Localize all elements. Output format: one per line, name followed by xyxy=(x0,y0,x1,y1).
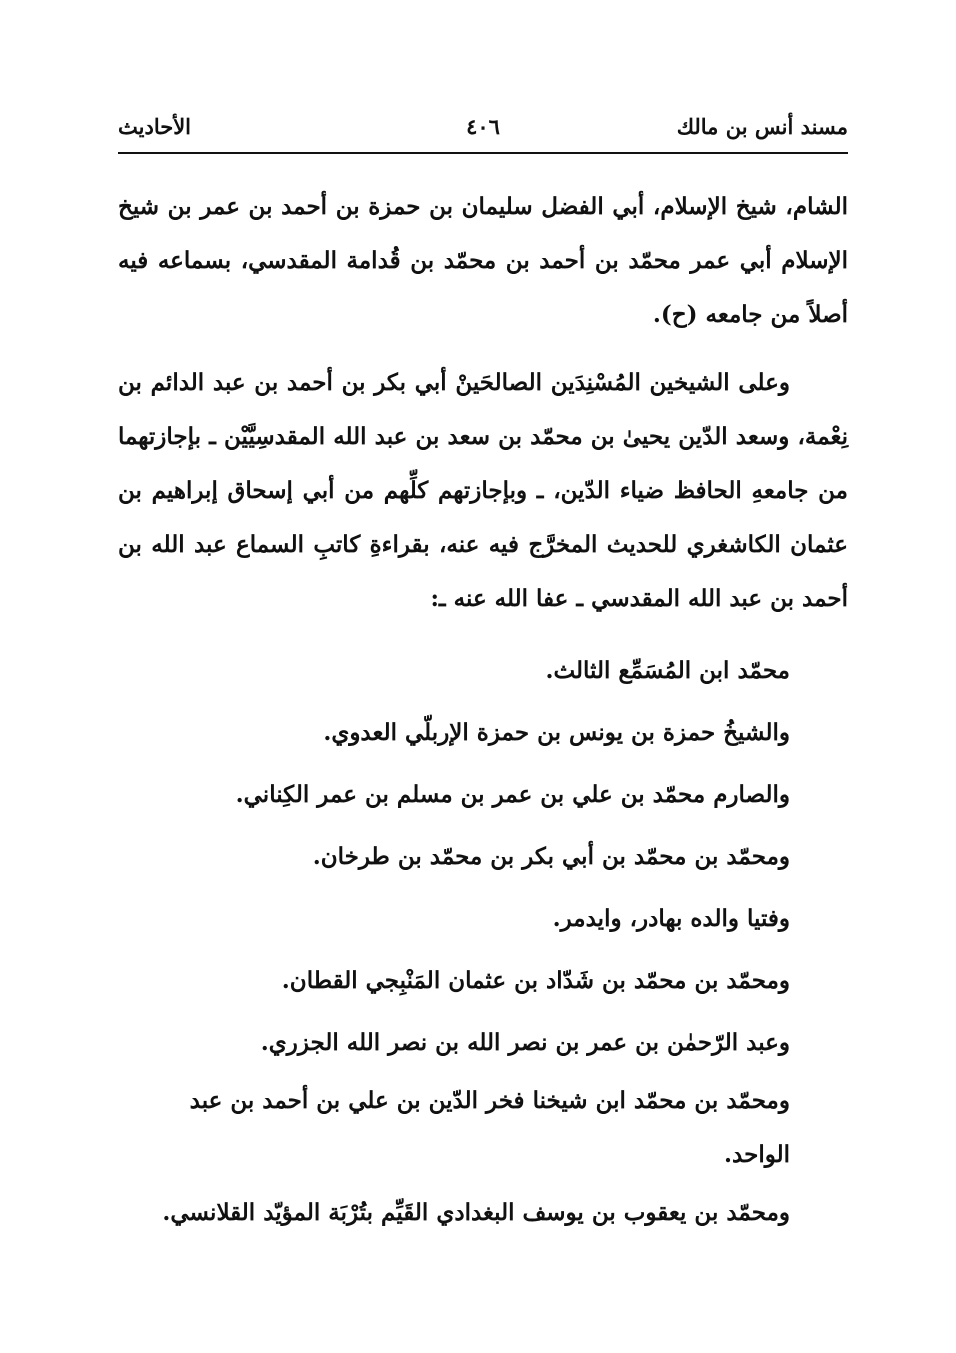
list-item: محمّد ابن المُسَمِّع الثالث. xyxy=(545,657,790,684)
header-rule xyxy=(118,152,848,154)
section-title: الأحاديث xyxy=(118,114,192,139)
page-header xyxy=(118,114,848,154)
list-item: وفتيا والده بهادر، وايدمر. xyxy=(552,905,790,932)
page-body xyxy=(118,180,848,1244)
paragraph-2: وعلى الشيخين المُسْنِدَين الصالحَينْ أبي بكر بن أحمد بن عبد الدائم بن نِعْمة، وسعد الدّين يحيىٰ بن محمّد بن سعد بن عبد الله المقدسِيَّيْن ـ بإجازتهما من جامعهِ الحافظ ضياء الدّين، ـ وبإجازتهم كلِّهم من أبي إسحاق إبراهيم بن عثمان الكاشغري للحديث المخرَّج فيه عنه، بقراءةِ كاتبِ السماع عبد الله بن أحمد بن عبد الله المقدسي ـ عفا الله عنه ـ: xyxy=(118,369,848,612)
list-item: والشيخُ حمزة بن يونس بن حمزة الإربلّي العدوي. xyxy=(323,719,790,746)
book-title: مسند أنس بن مالك xyxy=(676,114,848,139)
list-item: ومحمّد بن محمّد بن شَدّاد بن عثمان المَنْبِجي القطان. xyxy=(281,967,790,994)
list-item: وعبد الرّحمٰن بن عمر بن نصر الله بن نصر الله الجزري. xyxy=(260,1029,790,1056)
page-number: ٤٠٦ xyxy=(466,114,500,139)
list-item: ومحمّد بن محمّد بن أبي بكر بن محمّد بن طرخان. xyxy=(312,843,790,870)
list-item: والصارم محمّد بن علي بن عمر بن مسلم بن عمر الكِناني. xyxy=(235,781,790,808)
list-item: ومحمّد بن يعقوب بن يوسف البغدادي القَيِّم بتُرْبَة المؤيّد القلانسي. xyxy=(162,1199,790,1226)
paragraph-1: الشام، شيخ الإسلام، أبي الفضل سليمان بن حمزة بن أحمد بن عمر بن شيخ الإسلام أبي عمر محمّد بن أحمد بن محمّد بن قُدامة المقدسي، بسماعه فيه أصلاً من جامعه (ح). xyxy=(118,193,848,328)
names-list xyxy=(118,640,848,1244)
list-item: ومحمّد بن محمّد ابن شيخنا فخر الدّين بن علي بن أحمد بن عبد الواحد. xyxy=(189,1087,790,1168)
